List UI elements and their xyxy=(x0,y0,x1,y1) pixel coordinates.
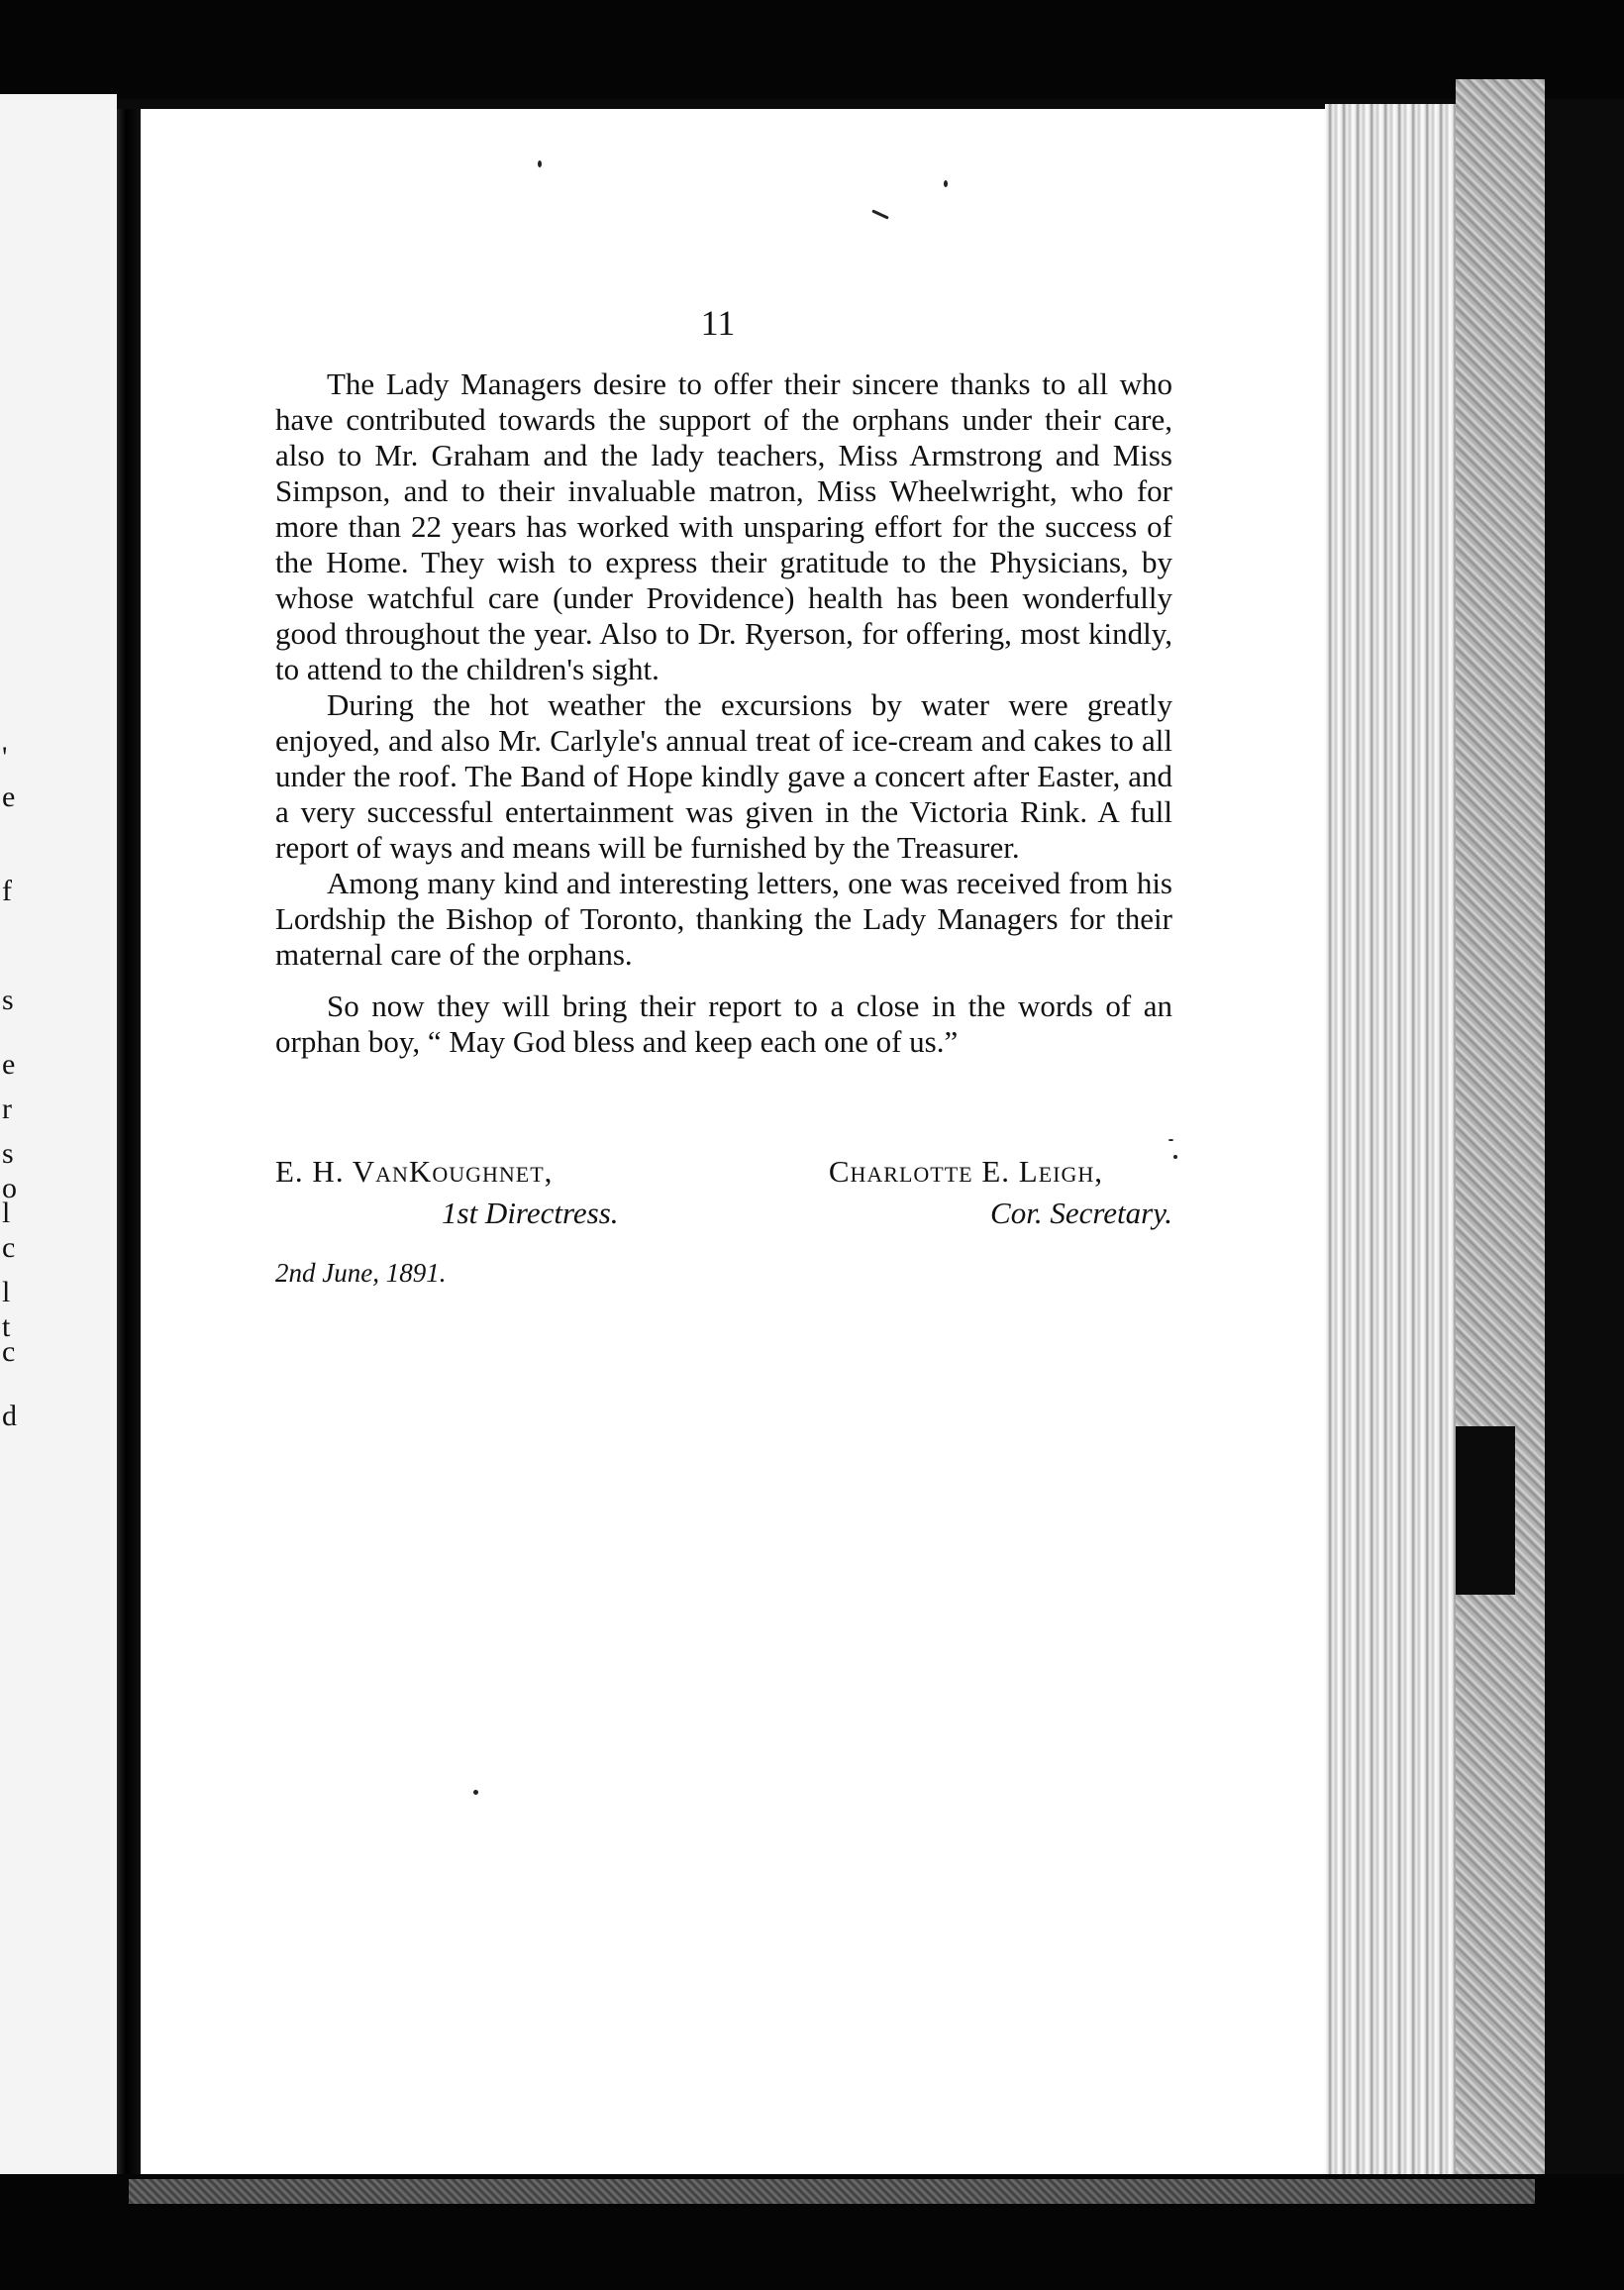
facing-page-fragment xyxy=(0,94,117,2174)
fragment-char: t xyxy=(2,1310,11,1343)
scan-speck xyxy=(1173,1155,1177,1159)
cover-notch xyxy=(1456,1426,1515,1595)
scan-speck xyxy=(944,180,948,187)
fragment-char: d xyxy=(2,1400,17,1432)
scan-speck xyxy=(1168,1139,1173,1141)
report-date: 2nd June, 1891. xyxy=(275,1258,447,1288)
paragraph-excursions: During the hot weather the excursions by water were greatly enjoyed, and also Mr. Carlyle's annual treat of ice-cream and cakes to all under the roof. The Band of Hope kindly gave a concert after Easter, and a very successful entertainment was given in the Victoria Rink. A full report of ways and means will be furnished by the Treasurer. xyxy=(275,687,1172,865)
fragment-char: r xyxy=(2,1093,12,1125)
fragment-char: s xyxy=(2,1137,14,1170)
signatory-title-left: 1st Directress. xyxy=(442,1196,619,1230)
signatory-title-right: Cor. Secretary. xyxy=(990,1196,1172,1230)
fragment-char: f xyxy=(2,875,12,907)
signatory-name-left: E. H. VanKoughnet, xyxy=(275,1154,554,1189)
page-edges xyxy=(1325,104,1466,2174)
scan-speck xyxy=(473,1790,478,1795)
fragment-char: e xyxy=(2,1048,16,1081)
signature-block xyxy=(275,1154,1172,1243)
paragraph-closing: So now they will bring their report to a close in the words of an orphan boy, “ May God bless and keep each one of us.” xyxy=(275,989,1172,1059)
book-cover-bottom xyxy=(129,2179,1535,2204)
scan-top-border xyxy=(0,0,1624,99)
fragment-char: ' xyxy=(2,741,8,774)
fragment-char: o xyxy=(2,1172,17,1204)
body-text xyxy=(275,366,1172,1060)
scan-speck xyxy=(538,160,542,167)
book-gutter xyxy=(117,109,141,2179)
book-cover-edge xyxy=(1456,79,1545,2189)
fragment-char: c xyxy=(2,1335,16,1368)
fragment-char: e xyxy=(2,781,16,813)
page-number: 11 xyxy=(700,303,736,343)
signatory-name-right: Charlotte E. Leigh, xyxy=(828,1154,1103,1189)
fragment-char: s xyxy=(2,984,14,1016)
fragment-char: c xyxy=(2,1231,16,1264)
facing-page-text-fragments xyxy=(0,94,17,2174)
fragment-char: l xyxy=(2,1276,11,1308)
fragment-char: l xyxy=(2,1197,11,1229)
paragraph-thanks: The Lady Managers desire to offer their sincere thanks to all who have contributed towards the support of the orphans under their care, also to Mr. Graham and the lady teachers, Miss Armstrong and Miss Simpson, and to their invaluable matron, Miss Wheelwright, who for more than 22 years has worked with unsparing effort for the success of the Home. They wish to express their gratitude to the Physicians, by whose watchful care (under Providence) health has been wonderfully good throughout the year. Also to Dr. Ryerson, for offering, most kindly, to attend to the children's sight. xyxy=(275,366,1172,686)
paragraph-letters: Among many kind and interesting letters, one was received from his Lordship the Bishop of Toronto, thanking the Lady Managers for their maternal care of the orphans. xyxy=(275,866,1172,972)
